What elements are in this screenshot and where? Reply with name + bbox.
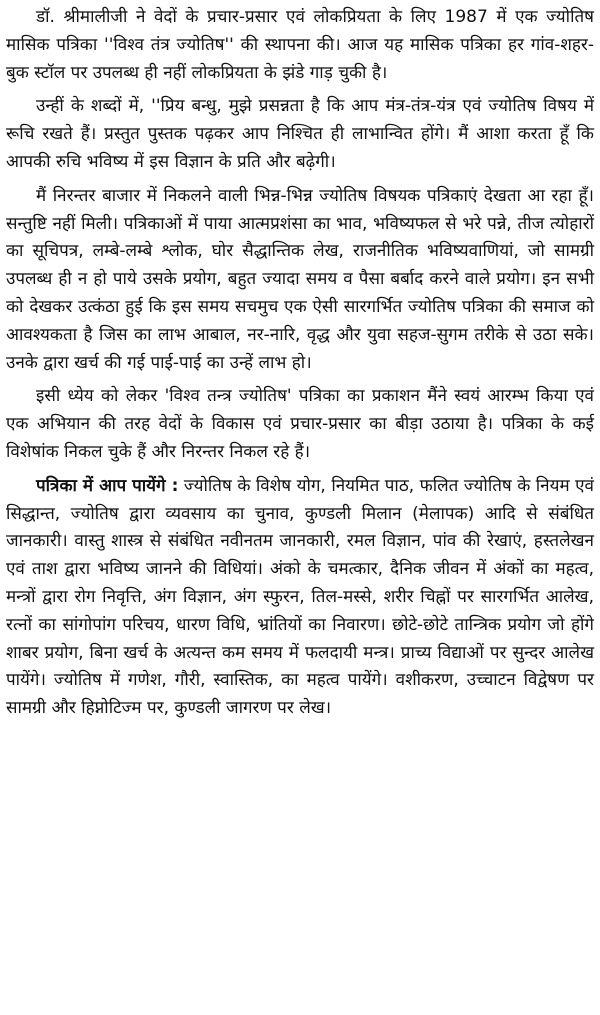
paragraph-founding xyxy=(6,4,594,87)
paragraph-publication-goal xyxy=(6,383,594,466)
paragraph-text: उन्हीं के शब्दों में, ''प्रिय बन्धु, मुझे प्रसन्नता है कि आप मंत्र-तंत्र-यंत्र एवं ज्योतिष विषय में रूचि रखते हैं। प्रस्तुत पुस्तक पढ़कर आप निश्चित ही लाभान्वित होंगे। मैं आशा करता हूँ कि आपकी रुचि भविष्य में इस विज्ञान के प्रति और बढ़ेगी। xyxy=(6,96,594,172)
paragraph-market-observation xyxy=(6,183,594,378)
paragraph-text: इसी ध्येय को लेकर 'विश्व तन्त्र ज्योतिष' पत्रिका का प्रकाशन मैंने स्वयं आरम्भ किया एवं एक अभियान की तरह वेदों के विकास एवं प्रचार-प्रसार का बीड़ा उठाया है। पत्रिका के कई विशेषांक निकल चुके हैं और निरन्तर निकल रहे हैं। xyxy=(6,386,594,462)
paragraph-text: ज्योतिष के विशेष योग, नियमित पाठ, फलित ज्योतिष के नियम एवं सिद्धान्त, ज्योतिष द्वारा व्यवसाय का चुनाव, कुण्डली मिलान (मेलापक) आदि से संबंधित जानकारी। वास्तु शास्त्र से संबंधित नवीनतम जानकारी, रमल विज्ञान, पांव की रेखाएं, हस्तलेखन एवं ताश द्वारा भविष्य जानने की विधियां। अंको के चमत्कार, दैनिक जीवन में अंकों का महत्व, मन्त्रों द्वारा रोग निवृत्ति, अंग विज्ञान, अंग स्फुरन, तिल-मस्से, शरीर चिह्नों पर सारगर्भित आलेख, रत्नों का सांगोपांग परिचय, धारण विधि, भ्रांतियों का निवारण। छोटे-छोटे तान्त्रिक प्रयोग जो होंगे शाबर प्रयोग, बिना खर्च के अत्यन्त कम समय में फलदायी मन्त्र। प्राच्य विद्याओं पर सुन्दर आलेख पायेंगे। ज्योतिष में गणेश, गौरी, स्वास्तिक, का महत्व पायेंगे। वशीकरण, उच्चाटन विद्वेषण पर सामग्री और हिप्नोटिज्म पर, कुण्डली जागरण पर लेख। xyxy=(6,475,594,719)
paragraph-text: मैं निरन्तर बाजार में निकलने वाली भिन्न-भिन्न ज्योतिष विषयक पत्रिकाएं देखता आ रहा हूँ। सन्तुष्टि नहीं मिली। पत्रिकाओं में पाया आत्मप्रशंसा का भाव, भविष्यफल से भरे पन्ने, तीज त्योहारों का सूचिपत्र, लम्बे-लम्बे श्लोक, घोर सैद्धान्तिक लेख, राजनीतिक भविष्यवाणियां, जो सामग्री उपलब्ध ही न हो पाये उसके प्रयोग, बहुत ज्यादा समय व पैसा बर्बाद करने वाले प्रयोग। इन सभी को देखकर उत्कंठा हुई कि इस समय सचमुच एक ऐसी सारगर्भित ज्योतिष पत्रिका की समाज को आवश्यकता है जिस का लाभ आबाल, नर-नारि, वृद्ध और युवा सहज-सुगम तरीके से उठा सके। उनके द्वारा खर्च की गई पाई-पाई का उन्हें लाभ हो। xyxy=(6,185,594,373)
paragraph-quote-intro xyxy=(6,93,594,176)
paragraph-text: डॉ. श्रीमालीजी ने वेदों के प्रचार-प्रसार एवं लोकप्रियता के लिए 1987 में एक ज्योतिष मासिक पत्रिका ''विश्व तंत्र ज्योतिष'' की स्थापना की। आज यह मासिक पत्रिका हर गांव-शहर-बुक स्टॉल पर उपलब्ध ही नहीं लोकप्रियता के झंडे गाड़ चुकी है। xyxy=(6,7,594,83)
paragraph-lead-heading: पत्रिका में आप पायेंगे : xyxy=(36,475,179,496)
paragraph-magazine-contents xyxy=(6,473,594,723)
